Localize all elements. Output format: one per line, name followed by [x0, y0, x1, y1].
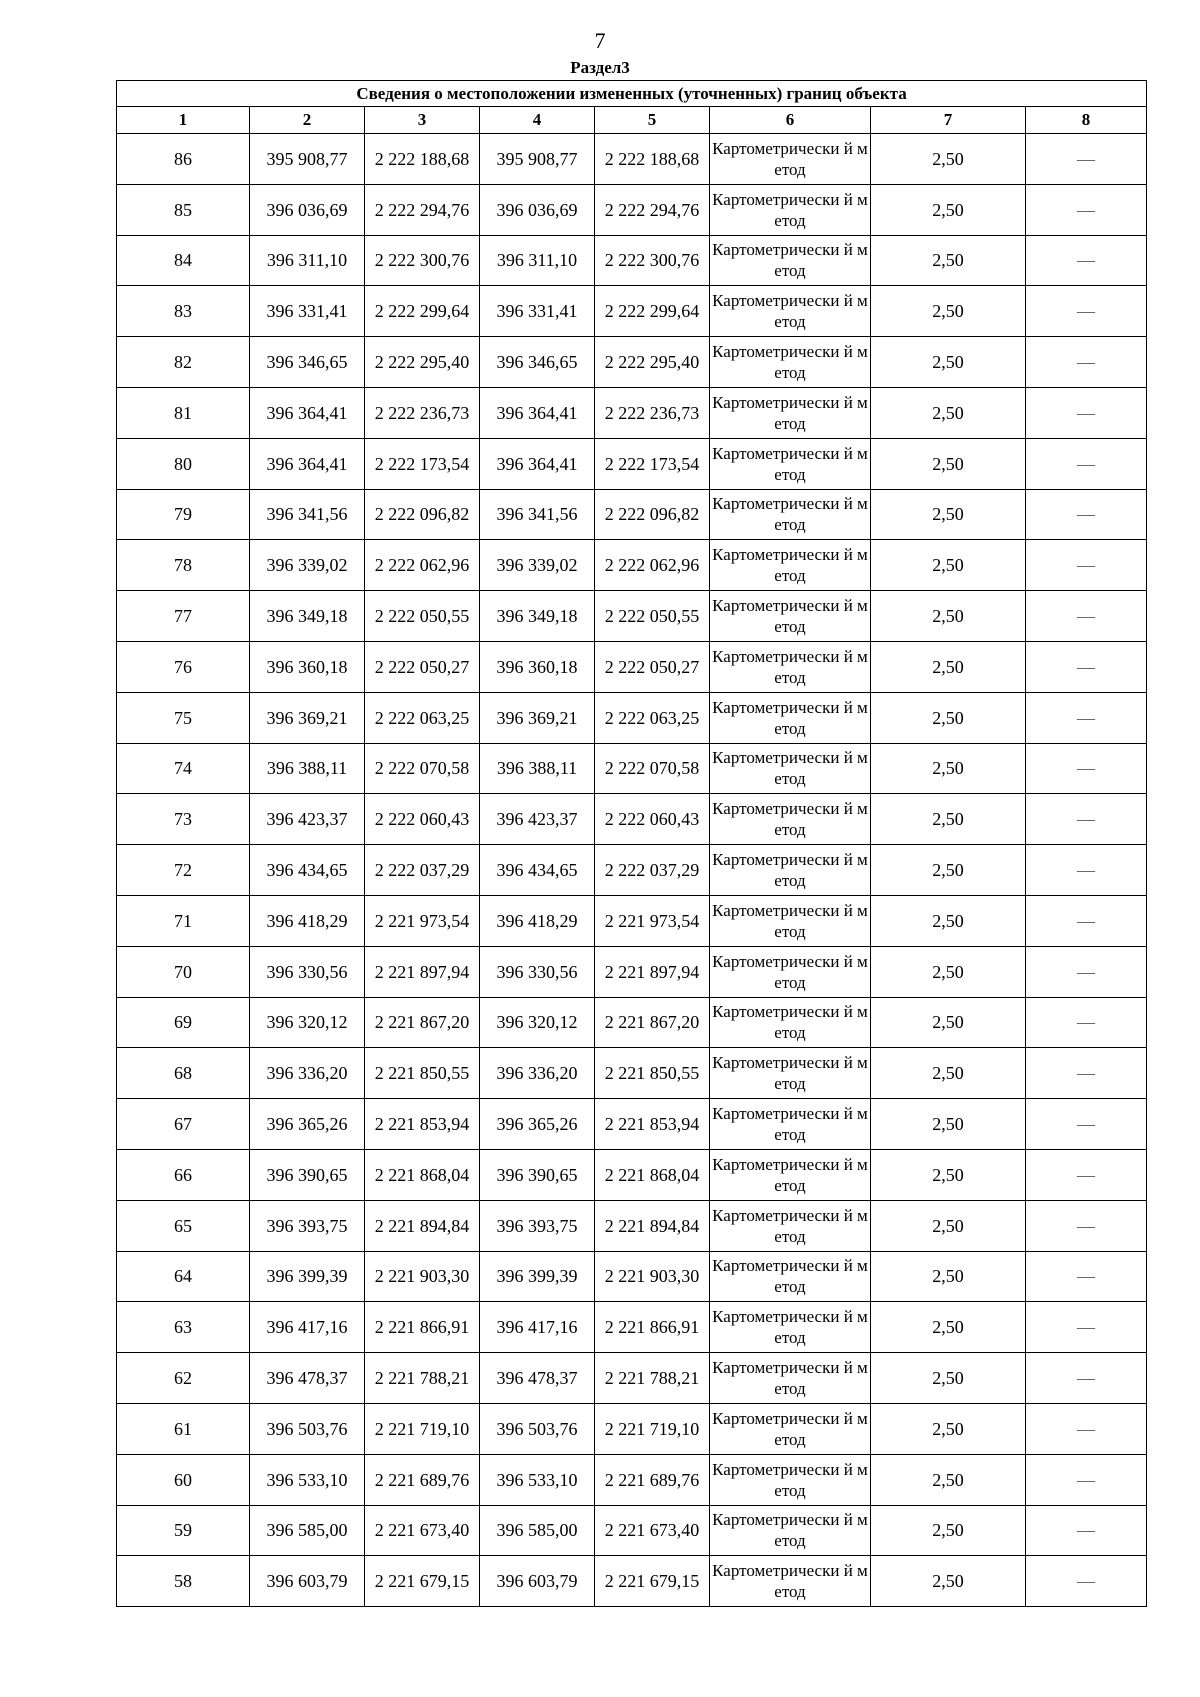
refined-y-cell: 2 221 903,30: [595, 1251, 710, 1302]
point-number-cell: 63: [117, 1302, 250, 1353]
determination-method-cell: Картометрически й метод: [710, 743, 871, 794]
point-description-cell: —: [1026, 337, 1147, 388]
refined-y-cell: 2 222 070,58: [595, 743, 710, 794]
determination-method-cell: Картометрически й метод: [710, 845, 871, 896]
determination-method-cell: Картометрически й метод: [710, 641, 871, 692]
refined-x-cell: 396 346,65: [480, 337, 595, 388]
refined-x-cell: 396 423,37: [480, 794, 595, 845]
determination-method-cell: Картометрически й метод: [710, 235, 871, 286]
refined-y-cell: 2 222 050,55: [595, 591, 710, 642]
existing-y-cell: 2 222 299,64: [365, 286, 480, 337]
point-description-cell: —: [1026, 1302, 1147, 1353]
point-number-cell: 85: [117, 184, 250, 235]
accuracy-cell: 2,50: [871, 489, 1026, 540]
determination-method-cell: Картометрически й метод: [710, 134, 871, 185]
existing-x-cell: 396 478,37: [250, 1353, 365, 1404]
refined-x-cell: 396 320,12: [480, 997, 595, 1048]
accuracy-cell: 2,50: [871, 895, 1026, 946]
determination-method-cell: Картометрически й метод: [710, 1454, 871, 1505]
existing-y-cell: 2 222 037,29: [365, 845, 480, 896]
accuracy-cell: 2,50: [871, 641, 1026, 692]
determination-method-cell: Картометрически й метод: [710, 1556, 871, 1607]
refined-y-cell: 2 221 866,91: [595, 1302, 710, 1353]
accuracy-cell: 2,50: [871, 184, 1026, 235]
determination-method-cell: Картометрически й метод: [710, 794, 871, 845]
point-number-cell: 81: [117, 387, 250, 438]
existing-y-cell: 2 221 850,55: [365, 1048, 480, 1099]
refined-x-cell: 396 311,10: [480, 235, 595, 286]
refined-x-cell: 396 341,56: [480, 489, 595, 540]
table-row: [117, 591, 1147, 642]
table-row: [117, 1353, 1147, 1404]
point-description-cell: —: [1026, 286, 1147, 337]
section-title: Раздел3: [570, 58, 630, 77]
existing-y-cell: 2 222 096,82: [365, 489, 480, 540]
accuracy-cell: 2,50: [871, 1048, 1026, 1099]
point-description-cell: —: [1026, 1556, 1147, 1607]
existing-x-cell: 396 434,65: [250, 845, 365, 896]
refined-y-cell: 2 222 294,76: [595, 184, 710, 235]
table-row: [117, 1556, 1147, 1607]
existing-x-cell: 396 336,20: [250, 1048, 365, 1099]
accuracy-cell: 2,50: [871, 591, 1026, 642]
point-number-cell: 83: [117, 286, 250, 337]
determination-method-cell: Картометрически й метод: [710, 1048, 871, 1099]
table-row: [117, 1149, 1147, 1200]
refined-y-cell: 2 221 867,20: [595, 997, 710, 1048]
existing-x-cell: 396 390,65: [250, 1149, 365, 1200]
refined-x-cell: 396 339,02: [480, 540, 595, 591]
existing-y-cell: 2 221 719,10: [365, 1403, 480, 1454]
point-description-cell: —: [1026, 743, 1147, 794]
accuracy-cell: 2,50: [871, 540, 1026, 591]
table-row: [117, 540, 1147, 591]
refined-x-cell: 396 331,41: [480, 286, 595, 337]
table-row: [117, 286, 1147, 337]
refined-x-cell: 396 399,39: [480, 1251, 595, 1302]
accuracy-cell: 2,50: [871, 1200, 1026, 1251]
point-number-cell: 61: [117, 1403, 250, 1454]
existing-y-cell: 2 221 866,91: [365, 1302, 480, 1353]
accuracy-cell: 2,50: [871, 134, 1026, 185]
refined-x-cell: 396 503,76: [480, 1403, 595, 1454]
point-number-cell: 58: [117, 1556, 250, 1607]
column-number-row: [117, 107, 1147, 134]
existing-y-cell: 2 221 867,20: [365, 997, 480, 1048]
column-number-3: 3: [365, 107, 480, 134]
accuracy-cell: 2,50: [871, 997, 1026, 1048]
existing-y-cell: 2 222 236,73: [365, 387, 480, 438]
existing-x-cell: 396 503,76: [250, 1403, 365, 1454]
point-description-cell: —: [1026, 1149, 1147, 1200]
point-number-cell: 86: [117, 134, 250, 185]
existing-x-cell: 396 369,21: [250, 692, 365, 743]
refined-y-cell: 2 221 689,76: [595, 1454, 710, 1505]
existing-x-cell: 396 418,29: [250, 895, 365, 946]
refined-y-cell: 2 222 299,64: [595, 286, 710, 337]
point-number-cell: 62: [117, 1353, 250, 1404]
refined-y-cell: 2 221 679,15: [595, 1556, 710, 1607]
existing-x-cell: 396 331,41: [250, 286, 365, 337]
point-number-cell: 60: [117, 1454, 250, 1505]
existing-x-cell: 396 393,75: [250, 1200, 365, 1251]
accuracy-cell: 2,50: [871, 387, 1026, 438]
refined-y-cell: 2 221 788,21: [595, 1353, 710, 1404]
point-number-cell: 73: [117, 794, 250, 845]
accuracy-cell: 2,50: [871, 1556, 1026, 1607]
refined-x-cell: 396 393,75: [480, 1200, 595, 1251]
point-description-cell: —: [1026, 489, 1147, 540]
existing-x-cell: 396 341,56: [250, 489, 365, 540]
refined-y-cell: 2 222 236,73: [595, 387, 710, 438]
table-body: [117, 134, 1147, 1607]
determination-method-cell: Картометрически й метод: [710, 184, 871, 235]
existing-y-cell: 2 221 679,15: [365, 1556, 480, 1607]
refined-y-cell: 2 222 173,54: [595, 438, 710, 489]
refined-y-cell: 2 222 300,76: [595, 235, 710, 286]
point-description-cell: —: [1026, 692, 1147, 743]
determination-method-cell: Картометрически й метод: [710, 540, 871, 591]
determination-method-cell: Картометрически й метод: [710, 591, 871, 642]
refined-y-cell: 2 222 063,25: [595, 692, 710, 743]
refined-x-cell: 396 434,65: [480, 845, 595, 896]
point-description-cell: —: [1026, 1505, 1147, 1556]
point-description-cell: —: [1026, 134, 1147, 185]
table-row: [117, 1403, 1147, 1454]
existing-y-cell: 2 222 050,27: [365, 641, 480, 692]
accuracy-cell: 2,50: [871, 235, 1026, 286]
refined-y-cell: 2 221 850,55: [595, 1048, 710, 1099]
table-row: [117, 1200, 1147, 1251]
refined-x-cell: 396 364,41: [480, 438, 595, 489]
existing-y-cell: 2 221 868,04: [365, 1149, 480, 1200]
existing-y-cell: 2 222 173,54: [365, 438, 480, 489]
table-row: [117, 692, 1147, 743]
table-row: [117, 1454, 1147, 1505]
determination-method-cell: Картометрически й метод: [710, 1200, 871, 1251]
table-row: [117, 1505, 1147, 1556]
determination-method-cell: Картометрически й метод: [710, 489, 871, 540]
point-number-cell: 68: [117, 1048, 250, 1099]
point-description-cell: —: [1026, 1403, 1147, 1454]
column-number-7: 7: [871, 107, 1026, 134]
table-row: [117, 641, 1147, 692]
existing-y-cell: 2 221 788,21: [365, 1353, 480, 1404]
refined-x-cell: 396 603,79: [480, 1556, 595, 1607]
point-description-cell: —: [1026, 1353, 1147, 1404]
refined-x-cell: 396 330,56: [480, 946, 595, 997]
existing-x-cell: 396 603,79: [250, 1556, 365, 1607]
refined-x-cell: 396 336,20: [480, 1048, 595, 1099]
refined-x-cell: 396 533,10: [480, 1454, 595, 1505]
accuracy-cell: 2,50: [871, 1099, 1026, 1150]
point-number-cell: 69: [117, 997, 250, 1048]
accuracy-cell: 2,50: [871, 1403, 1026, 1454]
point-description-cell: —: [1026, 1200, 1147, 1251]
existing-y-cell: 2 221 894,84: [365, 1200, 480, 1251]
existing-y-cell: 2 221 897,94: [365, 946, 480, 997]
accuracy-cell: 2,50: [871, 1353, 1026, 1404]
table-row: [117, 1302, 1147, 1353]
refined-x-cell: 396 417,16: [480, 1302, 595, 1353]
refined-y-cell: 2 221 719,10: [595, 1403, 710, 1454]
existing-y-cell: 2 222 300,76: [365, 235, 480, 286]
refined-x-cell: 396 369,21: [480, 692, 595, 743]
refined-x-cell: 396 036,69: [480, 184, 595, 235]
table-row: [117, 337, 1147, 388]
existing-y-cell: 2 222 294,76: [365, 184, 480, 235]
point-number-cell: 64: [117, 1251, 250, 1302]
point-number-cell: 76: [117, 641, 250, 692]
determination-method-cell: Картометрически й метод: [710, 946, 871, 997]
existing-y-cell: 2 222 050,55: [365, 591, 480, 642]
column-number-8: 8: [1026, 107, 1147, 134]
table-row: [117, 1251, 1147, 1302]
refined-x-cell: 396 478,37: [480, 1353, 595, 1404]
column-number-5: 5: [595, 107, 710, 134]
point-number-cell: 70: [117, 946, 250, 997]
point-description-cell: —: [1026, 1454, 1147, 1505]
refined-y-cell: 2 222 060,43: [595, 794, 710, 845]
refined-y-cell: 2 221 897,94: [595, 946, 710, 997]
refined-y-cell: 2 221 673,40: [595, 1505, 710, 1556]
column-number-1: 1: [117, 107, 250, 134]
table-row: [117, 1099, 1147, 1150]
accuracy-cell: 2,50: [871, 1505, 1026, 1556]
existing-y-cell: 2 221 853,94: [365, 1099, 480, 1150]
column-number-6: 6: [710, 107, 871, 134]
existing-y-cell: 2 222 060,43: [365, 794, 480, 845]
existing-y-cell: 2 221 973,54: [365, 895, 480, 946]
column-number-2: 2: [250, 107, 365, 134]
accuracy-cell: 2,50: [871, 1302, 1026, 1353]
refined-y-cell: 2 222 188,68: [595, 134, 710, 185]
refined-y-cell: 2 221 894,84: [595, 1200, 710, 1251]
existing-x-cell: 396 036,69: [250, 184, 365, 235]
point-number-cell: 82: [117, 337, 250, 388]
table-row: [117, 387, 1147, 438]
refined-x-cell: 396 390,65: [480, 1149, 595, 1200]
accuracy-cell: 2,50: [871, 946, 1026, 997]
determination-method-cell: Картометрически й метод: [710, 337, 871, 388]
table-row: [117, 134, 1147, 185]
point-description-cell: —: [1026, 184, 1147, 235]
existing-y-cell: 2 222 295,40: [365, 337, 480, 388]
refined-y-cell: 2 221 973,54: [595, 895, 710, 946]
table-row: [117, 184, 1147, 235]
point-description-cell: —: [1026, 794, 1147, 845]
point-description-cell: —: [1026, 641, 1147, 692]
existing-x-cell: 396 311,10: [250, 235, 365, 286]
determination-method-cell: Картометрически й метод: [710, 1353, 871, 1404]
existing-y-cell: 2 222 070,58: [365, 743, 480, 794]
existing-x-cell: 396 339,02: [250, 540, 365, 591]
refined-y-cell: 2 222 096,82: [595, 489, 710, 540]
point-number-cell: 75: [117, 692, 250, 743]
determination-method-cell: Картометрически й метод: [710, 438, 871, 489]
existing-x-cell: 396 320,12: [250, 997, 365, 1048]
page-number: 7: [594, 28, 606, 53]
refined-x-cell: 396 349,18: [480, 591, 595, 642]
accuracy-cell: 2,50: [871, 1251, 1026, 1302]
determination-method-cell: Картометрически й метод: [710, 1403, 871, 1454]
existing-x-cell: 396 330,56: [250, 946, 365, 997]
point-number-cell: 84: [117, 235, 250, 286]
point-description-cell: —: [1026, 235, 1147, 286]
table-row: [117, 845, 1147, 896]
existing-x-cell: 396 423,37: [250, 794, 365, 845]
refined-x-cell: 396 388,11: [480, 743, 595, 794]
existing-x-cell: 396 364,41: [250, 387, 365, 438]
point-number-cell: 59: [117, 1505, 250, 1556]
table-row: [117, 997, 1147, 1048]
refined-y-cell: 2 222 037,29: [595, 845, 710, 896]
accuracy-cell: 2,50: [871, 286, 1026, 337]
table-row: [117, 743, 1147, 794]
existing-y-cell: 2 222 063,25: [365, 692, 480, 743]
existing-x-cell: 396 365,26: [250, 1099, 365, 1150]
accuracy-cell: 2,50: [871, 692, 1026, 743]
accuracy-cell: 2,50: [871, 845, 1026, 896]
point-description-cell: —: [1026, 540, 1147, 591]
table-row: [117, 1048, 1147, 1099]
determination-method-cell: Картометрически й метод: [710, 286, 871, 337]
refined-y-cell: 2 221 868,04: [595, 1149, 710, 1200]
point-number-cell: 74: [117, 743, 250, 794]
point-description-cell: —: [1026, 387, 1147, 438]
point-description-cell: —: [1026, 845, 1147, 896]
refined-x-cell: 396 365,26: [480, 1099, 595, 1150]
table-row: [117, 946, 1147, 997]
refined-x-cell: 396 418,29: [480, 895, 595, 946]
point-number-cell: 65: [117, 1200, 250, 1251]
point-description-cell: —: [1026, 1251, 1147, 1302]
point-number-cell: 67: [117, 1099, 250, 1150]
accuracy-cell: 2,50: [871, 1454, 1026, 1505]
existing-y-cell: 2 221 673,40: [365, 1505, 480, 1556]
column-number-4: 4: [480, 107, 595, 134]
refined-y-cell: 2 222 050,27: [595, 641, 710, 692]
determination-method-cell: Картометрически й метод: [710, 692, 871, 743]
refined-y-cell: 2 221 853,94: [595, 1099, 710, 1150]
existing-x-cell: 396 388,11: [250, 743, 365, 794]
point-description-cell: —: [1026, 1048, 1147, 1099]
refined-x-cell: 396 364,41: [480, 387, 595, 438]
point-description-cell: —: [1026, 997, 1147, 1048]
determination-method-cell: Картометрически й метод: [710, 1302, 871, 1353]
determination-method-cell: Картометрически й метод: [710, 1149, 871, 1200]
existing-y-cell: 2 222 062,96: [365, 540, 480, 591]
existing-x-cell: 396 585,00: [250, 1505, 365, 1556]
existing-y-cell: 2 221 689,76: [365, 1454, 480, 1505]
point-number-cell: 66: [117, 1149, 250, 1200]
existing-y-cell: 2 222 188,68: [365, 134, 480, 185]
determination-method-cell: Картометрически й метод: [710, 1251, 871, 1302]
point-number-cell: 71: [117, 895, 250, 946]
refined-y-cell: 2 222 062,96: [595, 540, 710, 591]
determination-method-cell: Картометрически й метод: [710, 895, 871, 946]
existing-y-cell: 2 221 903,30: [365, 1251, 480, 1302]
existing-x-cell: 396 346,65: [250, 337, 365, 388]
point-number-cell: 78: [117, 540, 250, 591]
table-row: [117, 794, 1147, 845]
point-description-cell: —: [1026, 591, 1147, 642]
determination-method-cell: Картометрически й метод: [710, 387, 871, 438]
table-caption: Сведения о местоположении измененных (уточненных) границ объекта: [117, 81, 1147, 107]
boundary-coordinates-table: [116, 80, 1147, 1607]
table-row: [117, 489, 1147, 540]
accuracy-cell: 2,50: [871, 438, 1026, 489]
determination-method-cell: Картометрически й метод: [710, 1099, 871, 1150]
refined-x-cell: 396 585,00: [480, 1505, 595, 1556]
point-description-cell: —: [1026, 895, 1147, 946]
refined-y-cell: 2 222 295,40: [595, 337, 710, 388]
point-description-cell: —: [1026, 946, 1147, 997]
table-row: [117, 895, 1147, 946]
determination-method-cell: Картометрически й метод: [710, 1505, 871, 1556]
refined-x-cell: 396 360,18: [480, 641, 595, 692]
point-number-cell: 80: [117, 438, 250, 489]
accuracy-cell: 2,50: [871, 1149, 1026, 1200]
point-number-cell: 72: [117, 845, 250, 896]
point-number-cell: 79: [117, 489, 250, 540]
existing-x-cell: 395 908,77: [250, 134, 365, 185]
determination-method-cell: Картометрически й метод: [710, 997, 871, 1048]
existing-x-cell: 396 364,41: [250, 438, 365, 489]
existing-x-cell: 396 360,18: [250, 641, 365, 692]
point-number-cell: 77: [117, 591, 250, 642]
point-description-cell: —: [1026, 438, 1147, 489]
refined-x-cell: 395 908,77: [480, 134, 595, 185]
existing-x-cell: 396 417,16: [250, 1302, 365, 1353]
accuracy-cell: 2,50: [871, 337, 1026, 388]
accuracy-cell: 2,50: [871, 743, 1026, 794]
point-description-cell: —: [1026, 1099, 1147, 1150]
table-row: [117, 235, 1147, 286]
existing-x-cell: 396 533,10: [250, 1454, 365, 1505]
existing-x-cell: 396 399,39: [250, 1251, 365, 1302]
table-row: [117, 438, 1147, 489]
existing-x-cell: 396 349,18: [250, 591, 365, 642]
accuracy-cell: 2,50: [871, 794, 1026, 845]
